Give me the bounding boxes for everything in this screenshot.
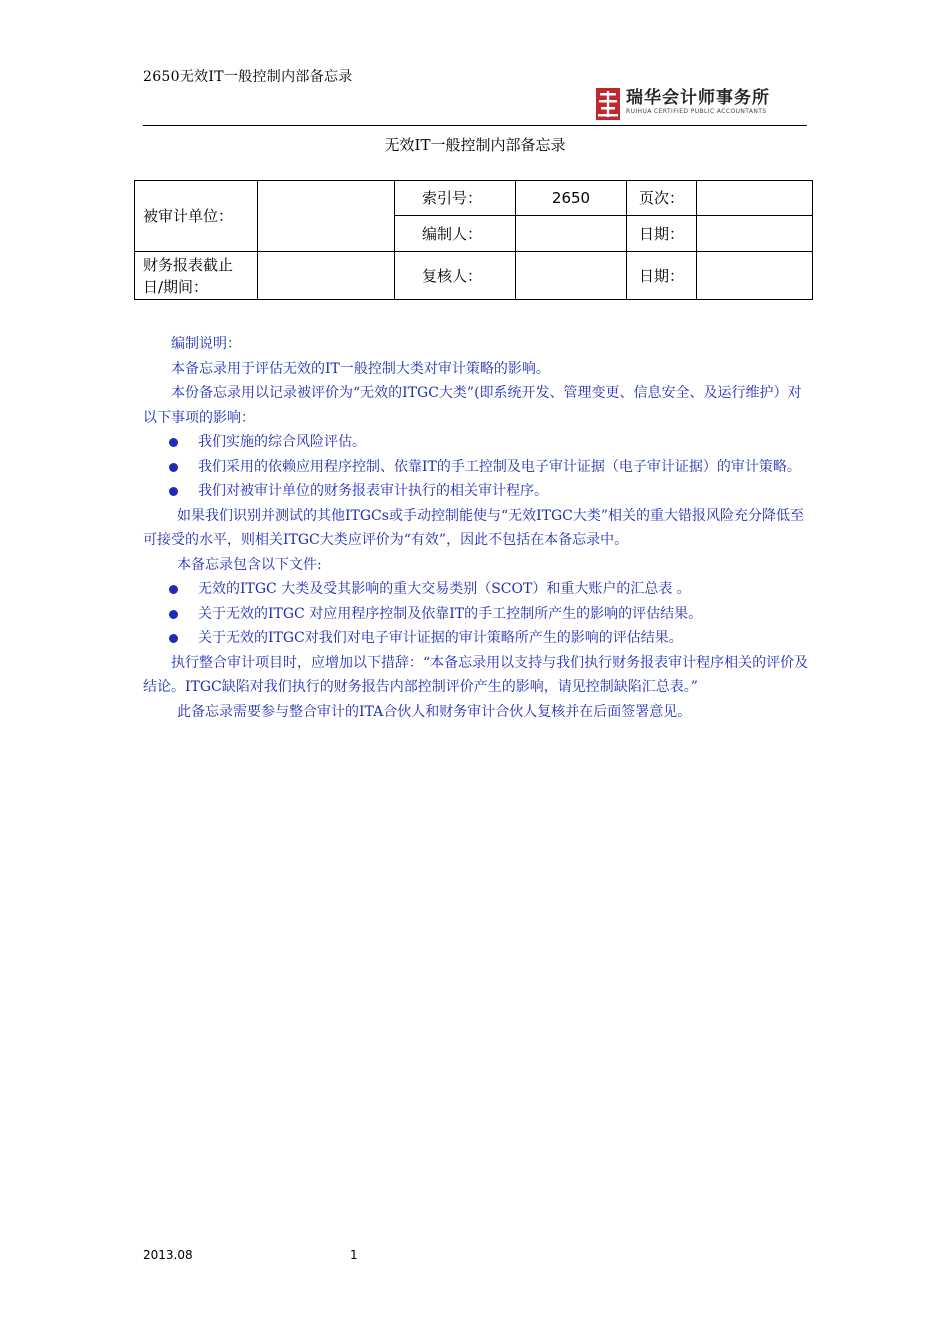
instructions-heading: 编制说明： (171, 336, 241, 352)
list-item: 关于无效的ITGC 对应用程序控制及依靠IT的手工控制所产生的影响的评估结果。 (143, 602, 813, 627)
paragraph-6: 此备忘录需要参与整合审计的ITA合伙人和财务审计合伙人复核并在后面签署意见。 (177, 703, 692, 720)
header-doc-ref: 2650无效IT一般控制内部备忘录 (143, 69, 353, 85)
paragraph-1: 本备忘录用于评估无效的IT一般控制大类对审计策略的影响。 (171, 360, 550, 377)
audited-entity-value[interactable] (258, 181, 395, 252)
memo-body (143, 332, 813, 724)
paragraph-2: 本份备忘录用以记录被评价为“无效的ITGC大类”(即系统开发、管理变更、信息安全、及运行维护）对以下事项的影响： (143, 385, 802, 426)
firm-logo-icon (596, 88, 620, 120)
bullet-dot-icon (169, 438, 178, 447)
bullet-dot-icon (169, 463, 178, 472)
paragraph-5: 执行整合审计项目时，应增加以下措辞：“本备忘录用以支持与我们执行财务报表审计程序相关的评价及结论。ITGC缺陷对我们执行的财务报告内部控制评价产生的影响，请见控制缺陷汇总表。” (143, 654, 809, 695)
footer-date: 2013.08 (143, 1248, 193, 1262)
index-value[interactable]: 2650 (516, 181, 627, 216)
audited-entity-label: 被审计单位： (135, 181, 258, 252)
preparer-label: 编制人： (395, 216, 516, 252)
info-table (134, 180, 813, 300)
document-title: 无效IT一般控制内部备忘录 (384, 136, 566, 154)
paragraph-4: 本备忘录包含以下文件: (177, 556, 322, 573)
reviewer-value[interactable] (516, 252, 627, 300)
index-label: 索引号： (395, 181, 516, 216)
period-label: 财务报表截止日/期间： (135, 252, 258, 300)
bullet-dot-icon (169, 585, 178, 594)
date-label-1: 日期： (627, 216, 697, 252)
list-item: 关于无效的ITGC对我们对电子审计证据的审计策略所产生的影响的评估结果。 (143, 626, 813, 651)
page-label: 页次： (627, 181, 697, 216)
reviewer-label: 复核人： (395, 252, 516, 300)
footer-page-number: 1 (350, 1248, 358, 1262)
firm-logo (596, 88, 770, 120)
bullet-dot-icon (169, 610, 178, 619)
firm-name-cn: 瑞华会计师事务所 (626, 88, 770, 108)
page-value[interactable] (697, 181, 813, 216)
period-value[interactable] (258, 252, 395, 300)
list-item: 我们采用的依赖应用程序控制、依靠IT的手工控制及电子审计证据（电子审计证据）的审计策略。 (143, 455, 813, 480)
list-item: 无效的ITGC 大类及受其影响的重大交易类别（SCOT）和重大账户的汇总表 。 (143, 577, 813, 602)
firm-name-en: RUIHUA CERTIFIED PUBLIC ACCOUNTANTS (626, 108, 767, 115)
date-label-2: 日期： (627, 252, 697, 300)
preparer-value[interactable] (516, 216, 627, 252)
header-divider (143, 125, 807, 126)
date-value-2[interactable] (697, 252, 813, 300)
list-item: 我们实施的综合风险评估。 (143, 430, 813, 455)
date-value-1[interactable] (697, 216, 813, 252)
list-item: 我们对被审计单位的财务报表审计执行的相关审计程序。 (143, 479, 813, 504)
bullet-dot-icon (169, 634, 178, 643)
bullet-dot-icon (169, 487, 178, 496)
paragraph-3: 如果我们识别并测试的其他ITGCs或手动控制能使与“无效ITGC大类”相关的重大错报风险充分降低至可接受的水平，则相关ITGC大类应评价为“有效”，因此不包括在本备忘录中。 (143, 507, 805, 548)
